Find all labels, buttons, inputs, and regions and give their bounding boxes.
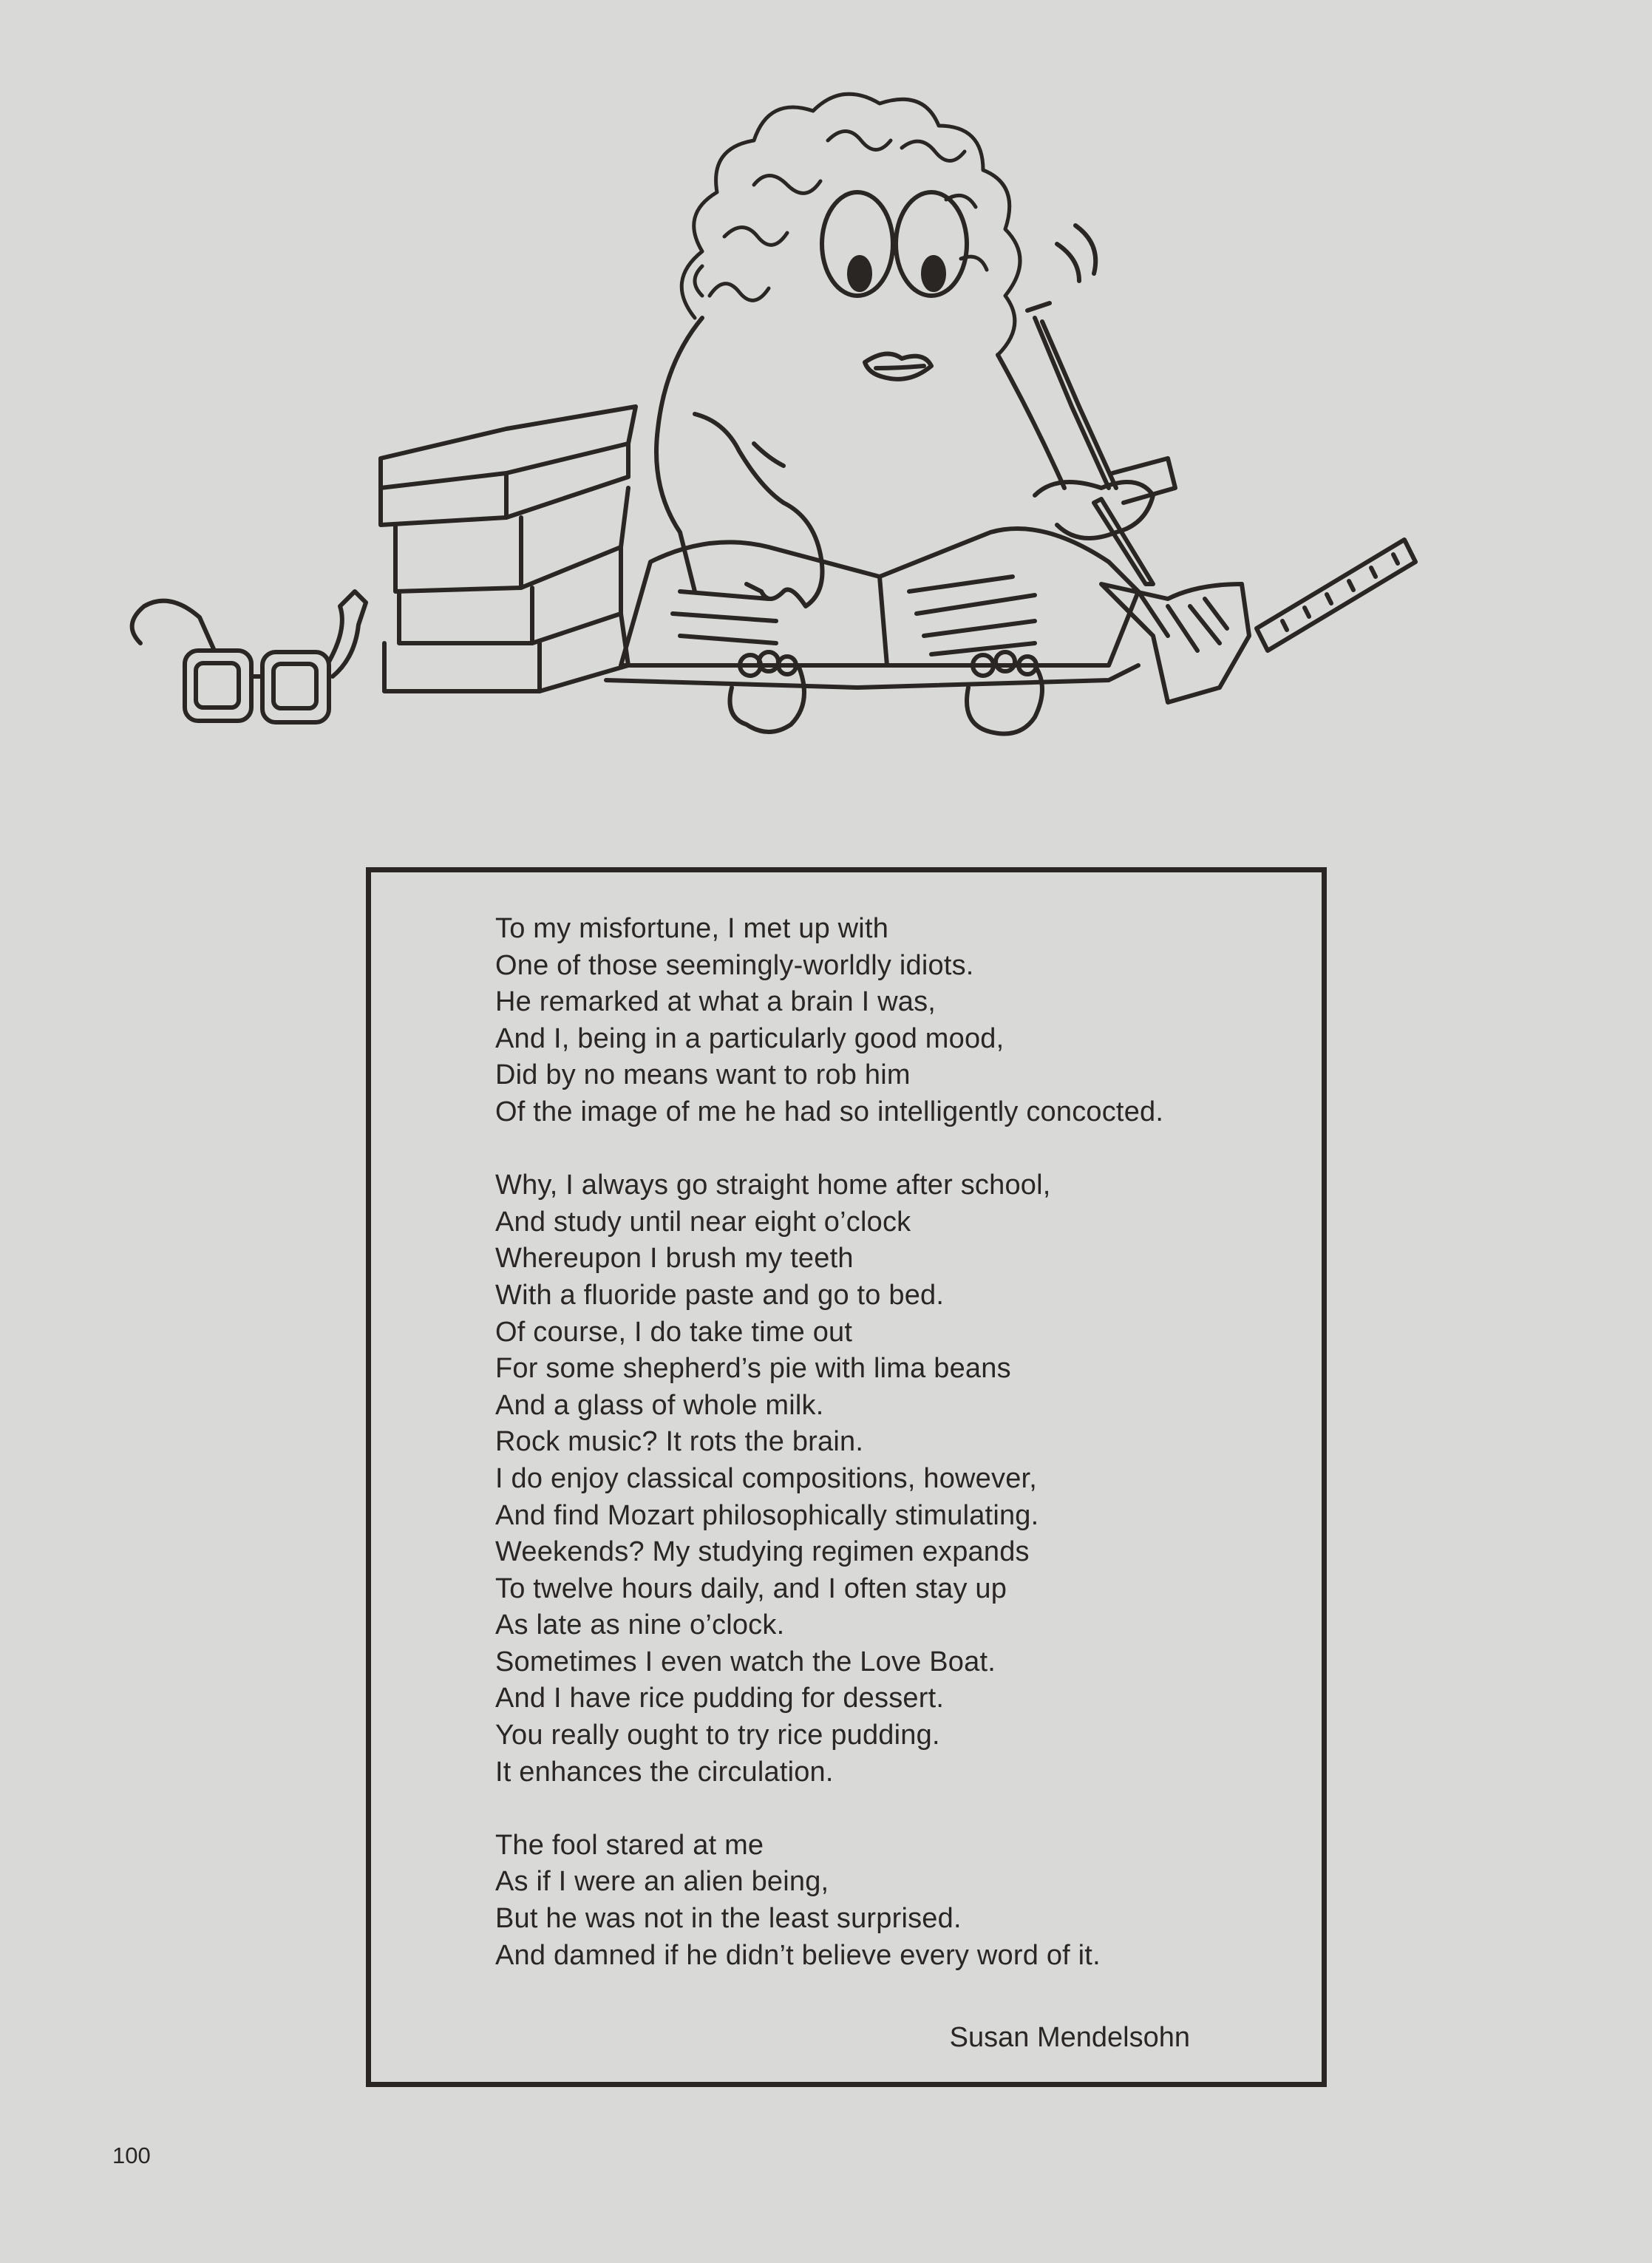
poem-line: The fool stared at me [495,1829,764,1861]
poem-frame [366,867,1327,2087]
poem-line: You really ought to try rice pudding. [495,1720,940,1751]
poem-line: To my misfortune, I met up with [495,913,889,944]
poem-line: Sometimes I even watch the Love Boat. [495,1646,996,1677]
stanza-3 [495,1828,1277,1974]
poem-line: But he was not in the least surprised. [495,1903,962,1935]
poem-author: Susan Mendelsohn [949,2022,1190,2053]
poem-line: Why, I always go straight home after school, [495,1170,1051,1201]
poem-line: Did by no means want to rob him [495,1059,911,1091]
poem-line: One of those seemingly-worldly idiots. [495,949,974,981]
poem-line: With a fluoride paste and go to bed. [495,1279,945,1311]
poem-line: As if I were an alien being, [495,1866,829,1898]
book-stack-icon [381,407,636,691]
poem-line: As late as nine o’clock. [495,1609,785,1641]
poem-line: And I, being in a particularly good mood, [495,1022,1005,1054]
poem-line: Of the image of me he had so intelligently concocted. [495,1096,1164,1127]
poem-line: Rock music? It rots the brain. [495,1426,864,1458]
poem-line: Weekends? My studying regimen expands [495,1536,1030,1568]
poem-line: And a glass of whole milk. [495,1389,824,1421]
poem-line: And I have rice pudding for dessert. [495,1683,945,1714]
poem-line: He remarked at what a brain I was, [495,986,937,1018]
poem-line: Whereupon I brush my teeth [495,1243,854,1275]
pencil-icon [1027,225,1175,584]
stanza-2 [495,1167,1277,1791]
page-number: 100 [112,2142,151,2168]
poem-line: And study until near eight o’clock [495,1206,911,1238]
cartoon-illustration [118,74,1582,784]
poem-line: Of course, I do take time out [495,1316,853,1348]
poem-line: It enhances the circulation. [495,1756,834,1788]
body-outline [656,318,1064,606]
poem-line: And damned if he didn’t believe every word of it. [495,1939,1101,1971]
stanza-1 [495,911,1277,1131]
ruler-icon [1257,540,1415,651]
poem-body [495,911,1277,1974]
poem-line: For some shepherd’s pie with lima beans [495,1353,1011,1385]
glasses-icon [132,591,366,722]
curly-hair-icon [681,94,1020,355]
poem-line: To twelve hours daily, and I often stay up [495,1572,1007,1604]
face-icon [822,192,967,379]
paper-sheet-icon [1101,584,1249,702]
poem-line: And find Mozart philosophically stimulating. [495,1499,1039,1531]
poem-line: I do enjoy classical compositions, however, [495,1462,1038,1494]
